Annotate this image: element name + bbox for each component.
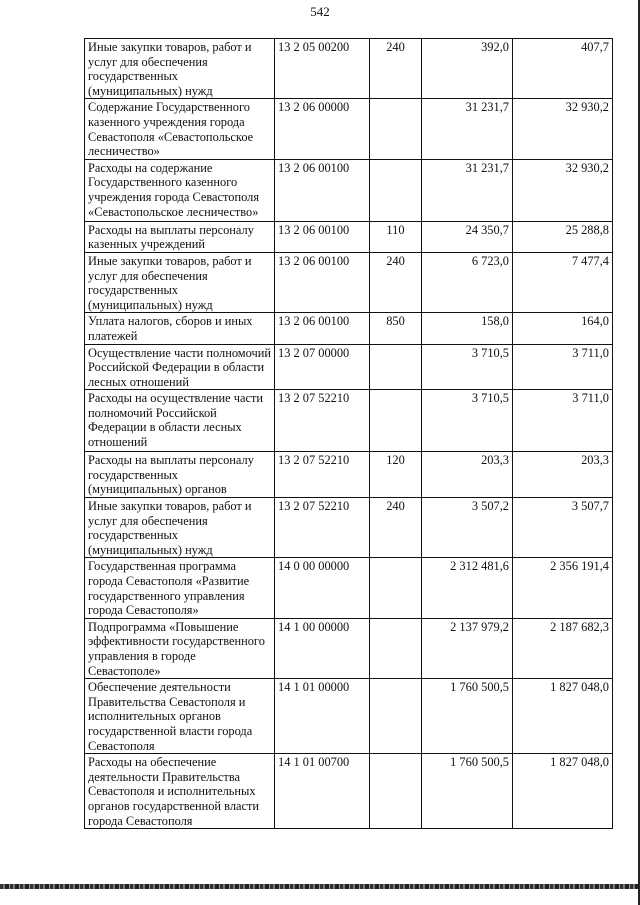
- table-row: [85, 754, 613, 829]
- row-sum-year1-cell: 392,0: [422, 39, 513, 99]
- table-row: [85, 99, 613, 159]
- row-name-cell: Подпрограмма «Повышение эффективности государственного управления в городе Севастополе»: [85, 618, 275, 678]
- page-number: 542: [310, 4, 330, 19]
- budget-table-body: [85, 39, 613, 829]
- row-sum-year1-cell: 31 231,7: [422, 159, 513, 221]
- row-sum-year1-cell: 2 312 481,6: [422, 558, 513, 618]
- row-sum-year2-cell: 203,3: [513, 452, 613, 498]
- row-expense-type-cell: [370, 558, 422, 618]
- table-row: [85, 390, 613, 452]
- row-sum-year2-cell: 7 477,4: [513, 252, 613, 312]
- table-row: [85, 39, 613, 99]
- row-expense-type-cell: 240: [370, 498, 422, 558]
- row-sum-year1-cell: 2 137 979,2: [422, 618, 513, 678]
- row-name-cell: Уплата налогов, сборов и иных платежей: [85, 313, 275, 344]
- row-sum-year1-cell: 24 350,7: [422, 221, 513, 252]
- row-sum-year2-cell: 32 930,2: [513, 99, 613, 159]
- row-code-cell: 13 2 07 52210: [275, 452, 370, 498]
- row-name-cell: Расходы на выплаты персоналу казенных учреждений: [85, 221, 275, 252]
- table-row: [85, 558, 613, 618]
- table-row: [85, 679, 613, 754]
- row-expense-type-cell: 240: [370, 252, 422, 312]
- row-sum-year2-cell: 1 827 048,0: [513, 679, 613, 754]
- row-sum-year1-cell: 203,3: [422, 452, 513, 498]
- table-row: [85, 344, 613, 390]
- row-expense-type-cell: [370, 344, 422, 390]
- row-sum-year1-cell: 1 760 500,5: [422, 754, 513, 829]
- row-code-cell: 13 2 07 00000: [275, 344, 370, 390]
- row-sum-year1-cell: 158,0: [422, 313, 513, 344]
- row-code-cell: 14 1 01 00700: [275, 754, 370, 829]
- row-name-cell: Расходы на обеспечение деятельности Правительства Севастополя и исполнительных органов государственной власти города Севастополя: [85, 754, 275, 829]
- row-code-cell: 13 2 06 00100: [275, 221, 370, 252]
- row-expense-type-cell: 240: [370, 39, 422, 99]
- row-expense-type-cell: 120: [370, 452, 422, 498]
- row-expense-type-cell: 110: [370, 221, 422, 252]
- row-code-cell: 13 2 05 00200: [275, 39, 370, 99]
- table-row: [85, 313, 613, 344]
- row-name-cell: Расходы на содержание Государственного казенного учреждения города Севастополя «Севастопольское лесничество»: [85, 159, 275, 221]
- row-code-cell: 13 2 07 52210: [275, 390, 370, 452]
- table-row: [85, 452, 613, 498]
- table-row: [85, 498, 613, 558]
- row-expense-type-cell: [370, 618, 422, 678]
- row-sum-year1-cell: 3 710,5: [422, 344, 513, 390]
- row-name-cell: Обеспечение деятельности Правительства Севастополя и исполнительных органов государственной власти города Севастополя: [85, 679, 275, 754]
- row-name-cell: Осуществление части полномочий Российской Федерации в области лесных отношений: [85, 344, 275, 390]
- row-code-cell: 13 2 06 00000: [275, 99, 370, 159]
- row-sum-year2-cell: 1 827 048,0: [513, 754, 613, 829]
- row-name-cell: Иные закупки товаров, работ и услуг для обеспечения государственных (муниципальных) нужд: [85, 252, 275, 312]
- row-sum-year2-cell: 3 711,0: [513, 344, 613, 390]
- row-sum-year2-cell: 407,7: [513, 39, 613, 99]
- row-code-cell: 14 0 00 00000: [275, 558, 370, 618]
- row-code-cell: 14 1 01 00000: [275, 679, 370, 754]
- row-expense-type-cell: [370, 99, 422, 159]
- row-name-cell: Расходы на выплаты персоналу государственных (муниципальных) органов: [85, 452, 275, 498]
- row-expense-type-cell: [370, 754, 422, 829]
- table-row: [85, 618, 613, 678]
- row-sum-year2-cell: 25 288,8: [513, 221, 613, 252]
- row-sum-year2-cell: 3 507,7: [513, 498, 613, 558]
- row-expense-type-cell: [370, 159, 422, 221]
- row-sum-year1-cell: 31 231,7: [422, 99, 513, 159]
- row-name-cell: Государственная программа города Севастополя «Развитие государственного управления города Севастополя»: [85, 558, 275, 618]
- row-name-cell: Иные закупки товаров, работ и услуг для обеспечения государственных (муниципальных) нужд: [85, 498, 275, 558]
- table-row: [85, 221, 613, 252]
- row-sum-year1-cell: 3 507,2: [422, 498, 513, 558]
- row-expense-type-cell: [370, 679, 422, 754]
- row-sum-year2-cell: 3 711,0: [513, 390, 613, 452]
- row-sum-year2-cell: 32 930,2: [513, 159, 613, 221]
- row-sum-year2-cell: 2 356 191,4: [513, 558, 613, 618]
- scan-artifact-bottom: [0, 884, 640, 889]
- row-code-cell: 14 1 00 00000: [275, 618, 370, 678]
- row-sum-year1-cell: 3 710,5: [422, 390, 513, 452]
- row-sum-year2-cell: 164,0: [513, 313, 613, 344]
- row-code-cell: 13 2 06 00100: [275, 159, 370, 221]
- budget-table: [84, 38, 613, 829]
- row-code-cell: 13 2 06 00100: [275, 252, 370, 312]
- row-name-cell: Расходы на осуществление части полномочий Российской Федерации в области лесных отношений: [85, 390, 275, 452]
- row-sum-year2-cell: 2 187 682,3: [513, 618, 613, 678]
- row-name-cell: Иные закупки товаров, работ и услуг для обеспечения государственных (муниципальных) нужд: [85, 39, 275, 99]
- row-expense-type-cell: 850: [370, 313, 422, 344]
- table-row: [85, 252, 613, 312]
- row-sum-year1-cell: 6 723,0: [422, 252, 513, 312]
- row-code-cell: 13 2 06 00100: [275, 313, 370, 344]
- row-code-cell: 13 2 07 52210: [275, 498, 370, 558]
- row-expense-type-cell: [370, 390, 422, 452]
- row-name-cell: Содержание Государственного казенного учреждения города Севастополя «Севастопольское лесничество»: [85, 99, 275, 159]
- row-sum-year1-cell: 1 760 500,5: [422, 679, 513, 754]
- table-row: [85, 159, 613, 221]
